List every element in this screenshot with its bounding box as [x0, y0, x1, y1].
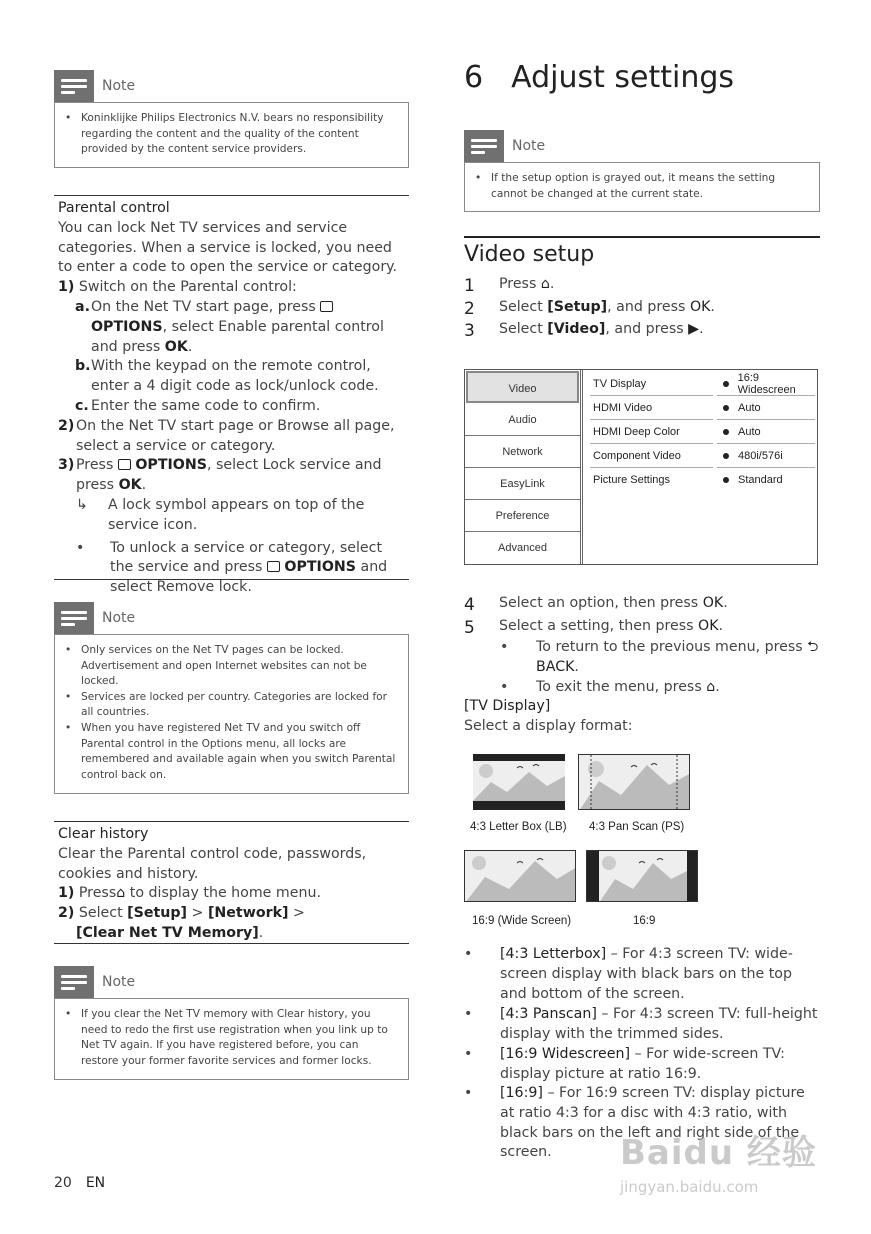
menu-item-easylink: EasyLink — [465, 468, 580, 500]
note-icon — [54, 602, 94, 634]
menu-item-preference: Preference — [465, 500, 580, 532]
language-code: EN — [85, 1175, 106, 1191]
back-icon: ⮌ — [807, 639, 819, 655]
note-icon — [54, 966, 94, 998]
step-2: 2) On the Net TV start page or Browse all page, select a service or category. — [58, 417, 395, 454]
option-row: Picture Settings Standard — [593, 474, 783, 486]
format-bullet: • [16:9] – For 16:9 screen TV: display picture at ratio 4:3 for a disc with 4:3 ratio, with black bars on the left and right side of the screen. — [464, 1085, 805, 1161]
option-row: Component Video 480i/576i — [590, 444, 815, 468]
section-intro: You can lock Net TV services and service categories. When a service is locked, you need to enter a code to open the service or category. — [58, 219, 398, 276]
chapter-title: 6 Adjust settings — [464, 60, 735, 95]
result-arrow-icon: ↳ — [76, 496, 88, 513]
step-2: 2 Select [Setup], and press OK. — [464, 299, 715, 319]
caption-panscan: 4:3 Pan Scan (PS) — [589, 821, 685, 833]
note-box-2: Note • Only services on the Net TV pages can be locked. Advertisement and open Internet websites can not be locked. • Services are locked per country. Categories are locked for all countries. • When you have registered Net TV and you switch off Parental control in the Options menu, all locks are remembered and available again when you switch Parental control back on. — [54, 602, 409, 794]
note-item: • Koninklijke Philips Electronics N.V. bears no responsibility regarding the content and the quality of the content provided by the content service providers. — [65, 111, 398, 158]
tv-display-intro: Select a display format: — [464, 718, 633, 734]
result-row: ↳ A lock symbol appears on top of the service icon. — [54, 496, 409, 536]
sub-bullet: • To exit the menu, press ⌂. — [500, 679, 720, 695]
home-icon: ⌂ — [540, 276, 550, 292]
page-number: 20 — [54, 1175, 72, 1191]
note-label: Note — [102, 78, 136, 94]
watermark: Baidu 经验 jingyan.baidu.com — [620, 1133, 817, 1196]
format-bullet: • [4:3 Panscan] – For 4:3 screen TV: full-height display with the trimmed sides. — [464, 1006, 818, 1042]
setup-menu-illustration — [464, 369, 818, 565]
caption-widescreen: 16:9 (Wide Screen) — [472, 915, 572, 927]
note-item: • If you clear the Net TV memory with Clear history, you need to redo the first use registration when you link up to Net TV again. If you have registered before, you can restore your former favorite services and former locks. — [65, 1007, 398, 1069]
widescreen-picture — [464, 850, 576, 902]
step-1: 1) Switch on the Parental control: — [58, 279, 297, 296]
note-item: • Only services on the Net TV pages can be locked. Advertisement and open Internet websites can not be locked. — [65, 643, 398, 690]
note-item: • Services are locked per country. Categories are locked for all countries. — [65, 690, 398, 721]
options-icon — [320, 301, 333, 312]
step-5: 5 Select a setting, then press OK. — [464, 618, 724, 638]
unlock-bullet: • To unlock a service or category, select the service and press OPTIONS and select Remove lock. — [76, 539, 388, 596]
section-title: Parental control — [58, 200, 170, 216]
substep-a: a. On the Net TV start page, press OPTIONS, select Enable parental control and press OK. — [75, 298, 384, 355]
step-1: 1) Press⌂ to display the home menu. — [58, 885, 321, 902]
note-icon — [464, 130, 504, 162]
step-3: 3 Select [Video], and press ▶. — [464, 321, 704, 341]
clear-history-section: Clear history Clear the Parental control code, passwords, cookies and history. 1) Press⌂ to display the home menu. 2) Select [Setup] > [Network] > [Clear Net TV Memory]. — [54, 821, 409, 944]
step-2: 2) Select [Setup] > [Network] > — [58, 905, 305, 922]
format-bullet: • [4:3 Letterbox] – For 4:3 screen TV: wide-screen display with black bars on the top and bottom of the screen. — [464, 946, 793, 1002]
step-1: 1 Press ⌂. — [464, 276, 555, 296]
parental-control-section — [54, 195, 409, 596]
substep-c: c. Enter the same code to confirm. — [75, 397, 321, 414]
option-row: HDMI Video Auto — [590, 396, 815, 420]
menu-item-audio: Audio — [465, 404, 580, 436]
169-picture — [586, 850, 698, 902]
caption-169: 16:9 — [633, 915, 656, 927]
sub-bullet: • To return to the previous menu, press ⮌ BACK. — [500, 639, 819, 675]
note-item: • If the setup option is grayed out, it means the setting cannot be changed at the current state. — [475, 171, 809, 202]
note-box-3: Note • If you clear the Net TV memory with Clear history, you need to redo the first use registration when you link up to Net TV again. If you have registered before, you can restore your former favorite services and former locks. — [54, 966, 409, 1080]
menu-item-network: Network — [465, 436, 580, 468]
format-bullet: • [16:9 Widescreen] – For wide-screen TV: display picture at ratio 16:9. — [464, 1046, 785, 1082]
menu-item-advanced: Advanced — [498, 542, 547, 554]
section-title: Video setup — [464, 236, 820, 267]
page-footer — [54, 1175, 105, 1191]
note-icon — [54, 70, 94, 102]
note-box-right: Note • If the setup option is grayed out, it means the setting cannot be changed at the current state. — [464, 130, 820, 212]
substep-b: b. With the keypad on the remote control, enter a 4 digit code as lock/unlock code. — [75, 358, 379, 395]
tv-display-title: [TV Display] — [464, 698, 551, 714]
step-4: 4 Select an option, then press OK. — [464, 595, 728, 615]
caption-letterbox: 4:3 Letter Box (LB) — [470, 821, 567, 833]
home-icon: ⌂ — [706, 679, 716, 695]
options-icon — [118, 459, 131, 470]
note-box-1 — [54, 70, 409, 168]
play-icon: ▶ — [688, 321, 700, 337]
menu-item-video: Video — [466, 371, 579, 403]
options-icon — [267, 561, 280, 572]
option-row: TV Display 16:9 Widescreen — [590, 372, 815, 396]
panscan-picture — [578, 754, 690, 810]
option-row: HDMI Deep Color Auto — [590, 420, 815, 444]
step-3: 3) Press OPTIONS, select Lock service and press OK. — [58, 457, 382, 494]
home-icon: ⌂ — [116, 885, 126, 902]
note-item: • When you have registered Net TV and you switch off Parental control in the Options menu, all locks are remembered and available again when you switch Parental control back on. — [65, 721, 398, 783]
letterbox-picture — [473, 754, 565, 810]
